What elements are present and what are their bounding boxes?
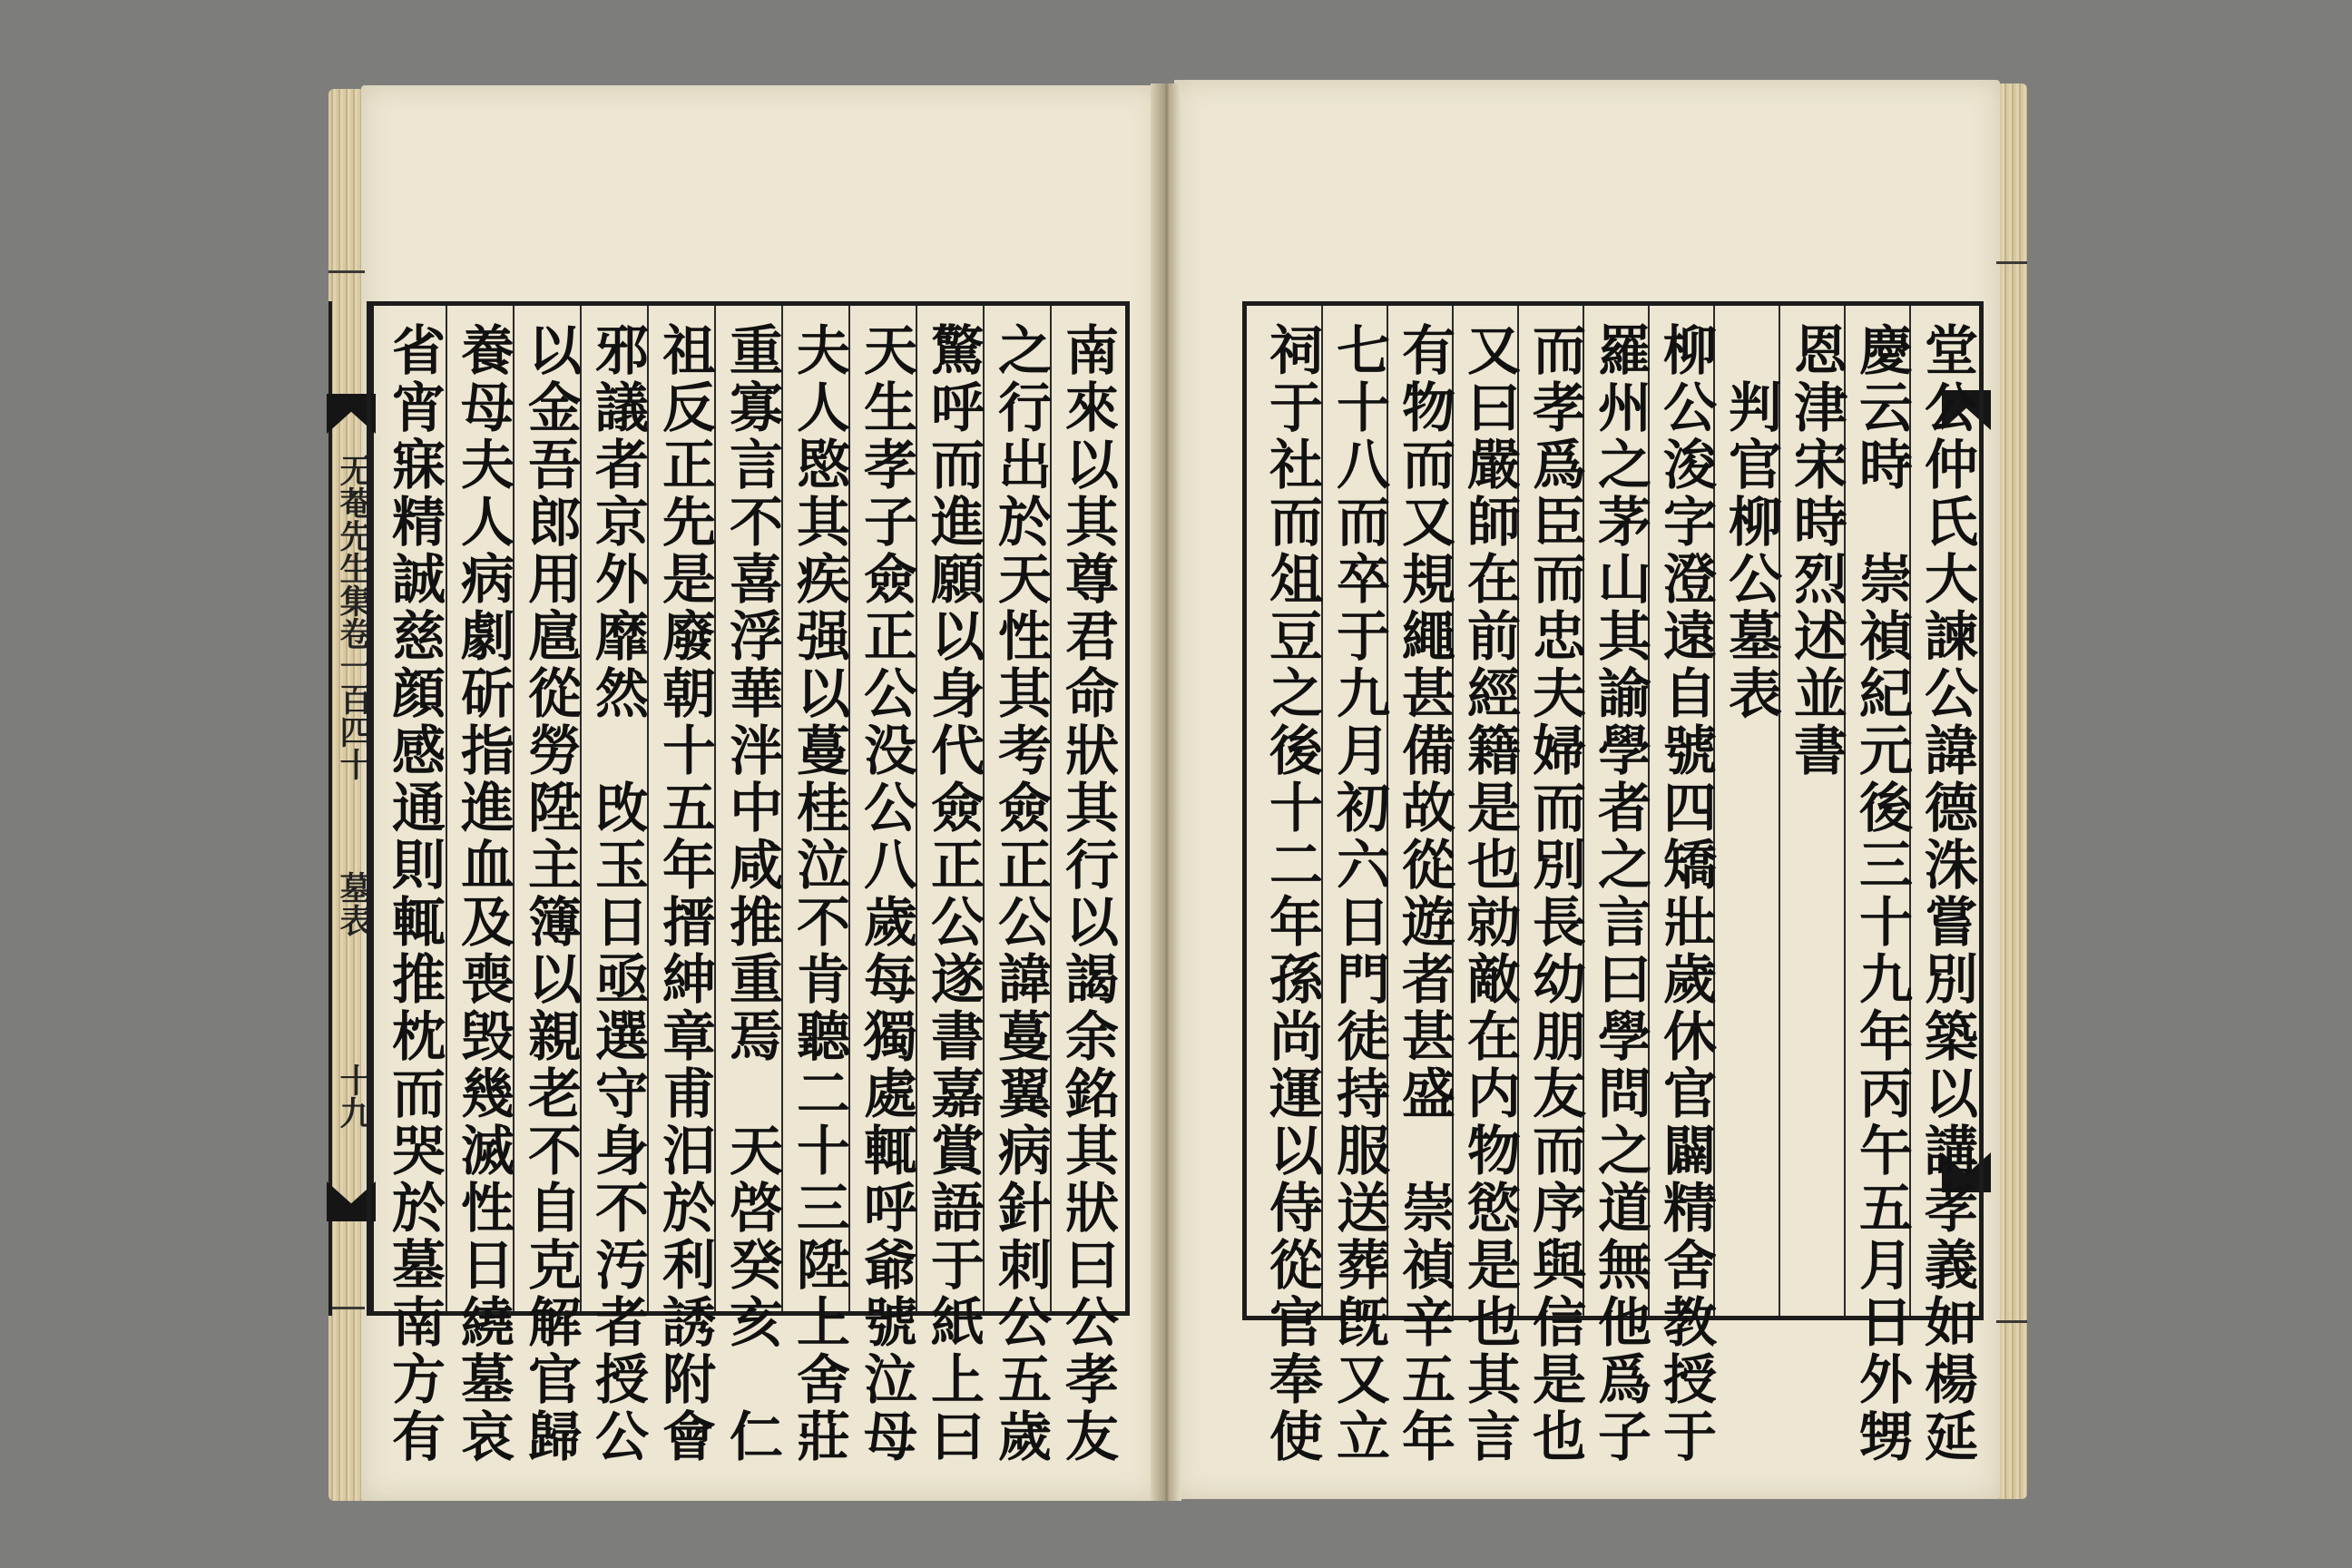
text-column: 祠于社而俎豆之後十二年孫尚運以侍從官奉使 (1260, 322, 1323, 1465)
binding-thread (328, 270, 365, 273)
text-column: 而孝爲臣而忠夫婦而別長幼朋友而序與信是也 (1524, 322, 1586, 1465)
text-column: 柳公浚字澄遠自號四矯壯歲休官闢精舍教授于 (1654, 322, 1717, 1465)
margin-section: 墓表 (335, 871, 373, 936)
text-column: 夫人愍其疾强以蔓桂泣不肯聽二十三陞上舍莊 (788, 322, 850, 1465)
text-column: 祖反正先是廢朝十五年搢紳章甫汨於利誘附會 (653, 322, 716, 1465)
text-column: 七十八而卒于九月初六日門徒持服送葬旣又立 (1328, 322, 1390, 1465)
text-column: 養母夫人病劇斫指進血及喪毁幾滅性日繞墓哀 (452, 322, 514, 1465)
text-column: 堂公仲氏大諫公諱德洙嘗別築以講孝義如楊延 (1916, 322, 1978, 1465)
binding-thread (1996, 261, 2027, 264)
text-column: 以金吾郎用扈從勞陞主簿以親老不自克解官歸 (519, 322, 582, 1465)
text-column: 省宵寐精誠慈顔感通則輒推枕而哭於墓南方有 (383, 322, 446, 1465)
binding-thread (1996, 1320, 2027, 1323)
text-column: 羅州之茅山其諭學者之言曰學問之道無他爲子 (1589, 322, 1651, 1465)
text-column: 重寡言不喜浮華泮中咸推重焉 天啓癸亥 仁 (720, 322, 783, 1465)
text-column: 南來以其尊君命狀其行以謁余銘其狀曰公孝友 (1056, 322, 1119, 1465)
text-column: 邪議者京外靡然 攺玉日亟選守身不汚者授公 (586, 322, 649, 1465)
section-heading: 判官柳公墓表 (1720, 322, 1782, 722)
text-column: 恩津宋時烈述並書 (1785, 322, 1847, 779)
text-block-left (367, 301, 1130, 1465)
book-gutter (1151, 83, 1181, 1501)
text-column: 之行出於天性其考僉正公諱蔓翼病針刺公五歲 (989, 322, 1052, 1465)
margin-title: 无菴先生集卷一百四十 (335, 454, 373, 780)
text-column: 天生孝子僉正公没公八歲每獨處輒呼爺號泣母 (855, 322, 917, 1465)
text-block-right (1242, 301, 1984, 1465)
text-column: 有物而又規繩甚備故從遊者甚盛 崇禎辛五年 (1393, 322, 1455, 1465)
margin-page-number: 十九 (335, 1063, 373, 1129)
text-column: 慶云時 崇禎紀元後三十九年丙午五月日外甥 (1850, 322, 1913, 1465)
text-column: 驚呼而進願以身代僉正公遂書嘉賞語于紙上曰 (922, 322, 985, 1465)
text-column: 又曰嚴師在前經籍是也勍敵在内物慾是也其言 (1458, 322, 1521, 1465)
